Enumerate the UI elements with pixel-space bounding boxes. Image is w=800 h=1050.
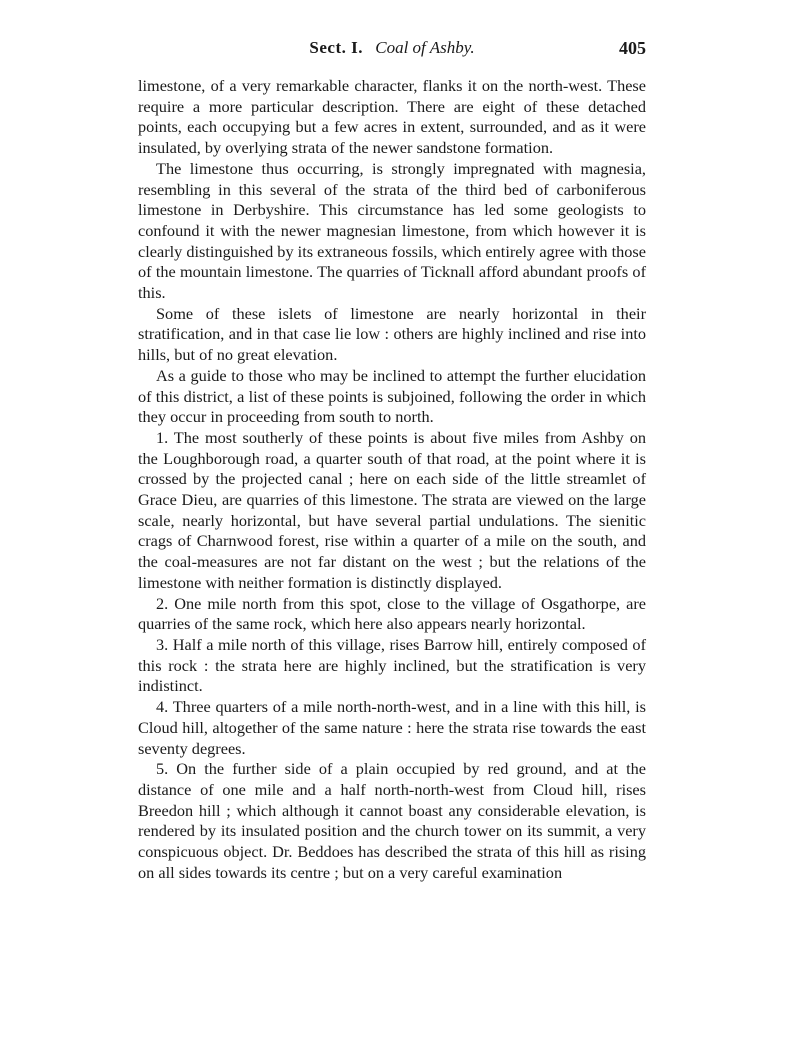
list-item-2: 2. One mile north from this spot, close to the village of Osgathorpe, are quarries of the same rock, which here also appears nearly horizontal. xyxy=(138,593,646,634)
list-item-4: 4. Three quarters of a mile north-north-west, and in a line with this hill, is Cloud hill, altogether of the same nature : here the strata rise towards the east seventy degrees. xyxy=(138,697,646,758)
list-item-5: 5. On the further side of a plain occupied by red ground, and at the distance of one mile and a half north-north-west from Cloud hill, rises Breedon hill ; which although it cannot boast any considerable elevation, is rendered by its insulated position and the church tower on its summit, a very conspicuous object. Dr. Beddoes has described the strata of this hill as rising on all sides towards its centre ; but on a very careful examination xyxy=(138,759,646,882)
paragraph-guide: As a guide to those who may be inclined to attempt the further elucidation of this district, a list of these points is subjoined, following the order in which they occur in proceeding from south to north. xyxy=(138,365,646,427)
list-item-1: 1. The most southerly of these points is about five miles from Ashby on the Loughborough road, a quarter south of that road, at the point where it is crossed by the projected canal ; here on each side of the little streamlet of Grace Dieu, are quarries of this limestone. The strata are viewed on the large scale, nearly horizontal, but have several partial undulations. The sienitic crags of Charnwood forest, rise within a quarter of a mile on the south, and the coal-measures are not far distant on the west ; but the relations of the limestone with neither formation is distinctly displayed. xyxy=(138,427,646,592)
section-label: Sect. I. xyxy=(309,38,363,57)
list-item-3: 3. Half a mile north of this village, rises Barrow hill, entirely composed of this rock : the strata here are highly inclined, but the stratification is very indistinct. xyxy=(138,634,646,696)
paragraph-continued: limestone, of a very remarkable character, flanks it on the north-west. These require a more particular description. There are eight of these detached points, each occupying but a few acres in extent, surrounded, and as it were insulated, by overlying strata of the newer sandstone formation. xyxy=(138,76,646,158)
running-head xyxy=(138,38,646,68)
paragraph-islets: Some of these islets of limestone are nearly horizontal in their stratification, and in that case lie low : others are highly inclined and rise into hills, but of no great elevation. xyxy=(138,303,646,365)
body-text xyxy=(138,76,646,883)
page-number: 405 xyxy=(619,38,646,58)
paragraph-magnesia: The limestone thus occurring, is strongly impregnated with magnesia, resembling in this several of the strata of the third bed of carboniferous limestone in Derbyshire. This circumstance has led some geologists to confound it with the newer magnesian limestone, from which however it is clearly distinguished by its extraneous fossils, which entirely agree with those of the mountain limestone. The quarries of Ticknall afford abundant proofs of this. xyxy=(138,158,646,303)
book-page xyxy=(138,38,646,883)
running-title: Coal of Ashby. xyxy=(375,38,475,57)
